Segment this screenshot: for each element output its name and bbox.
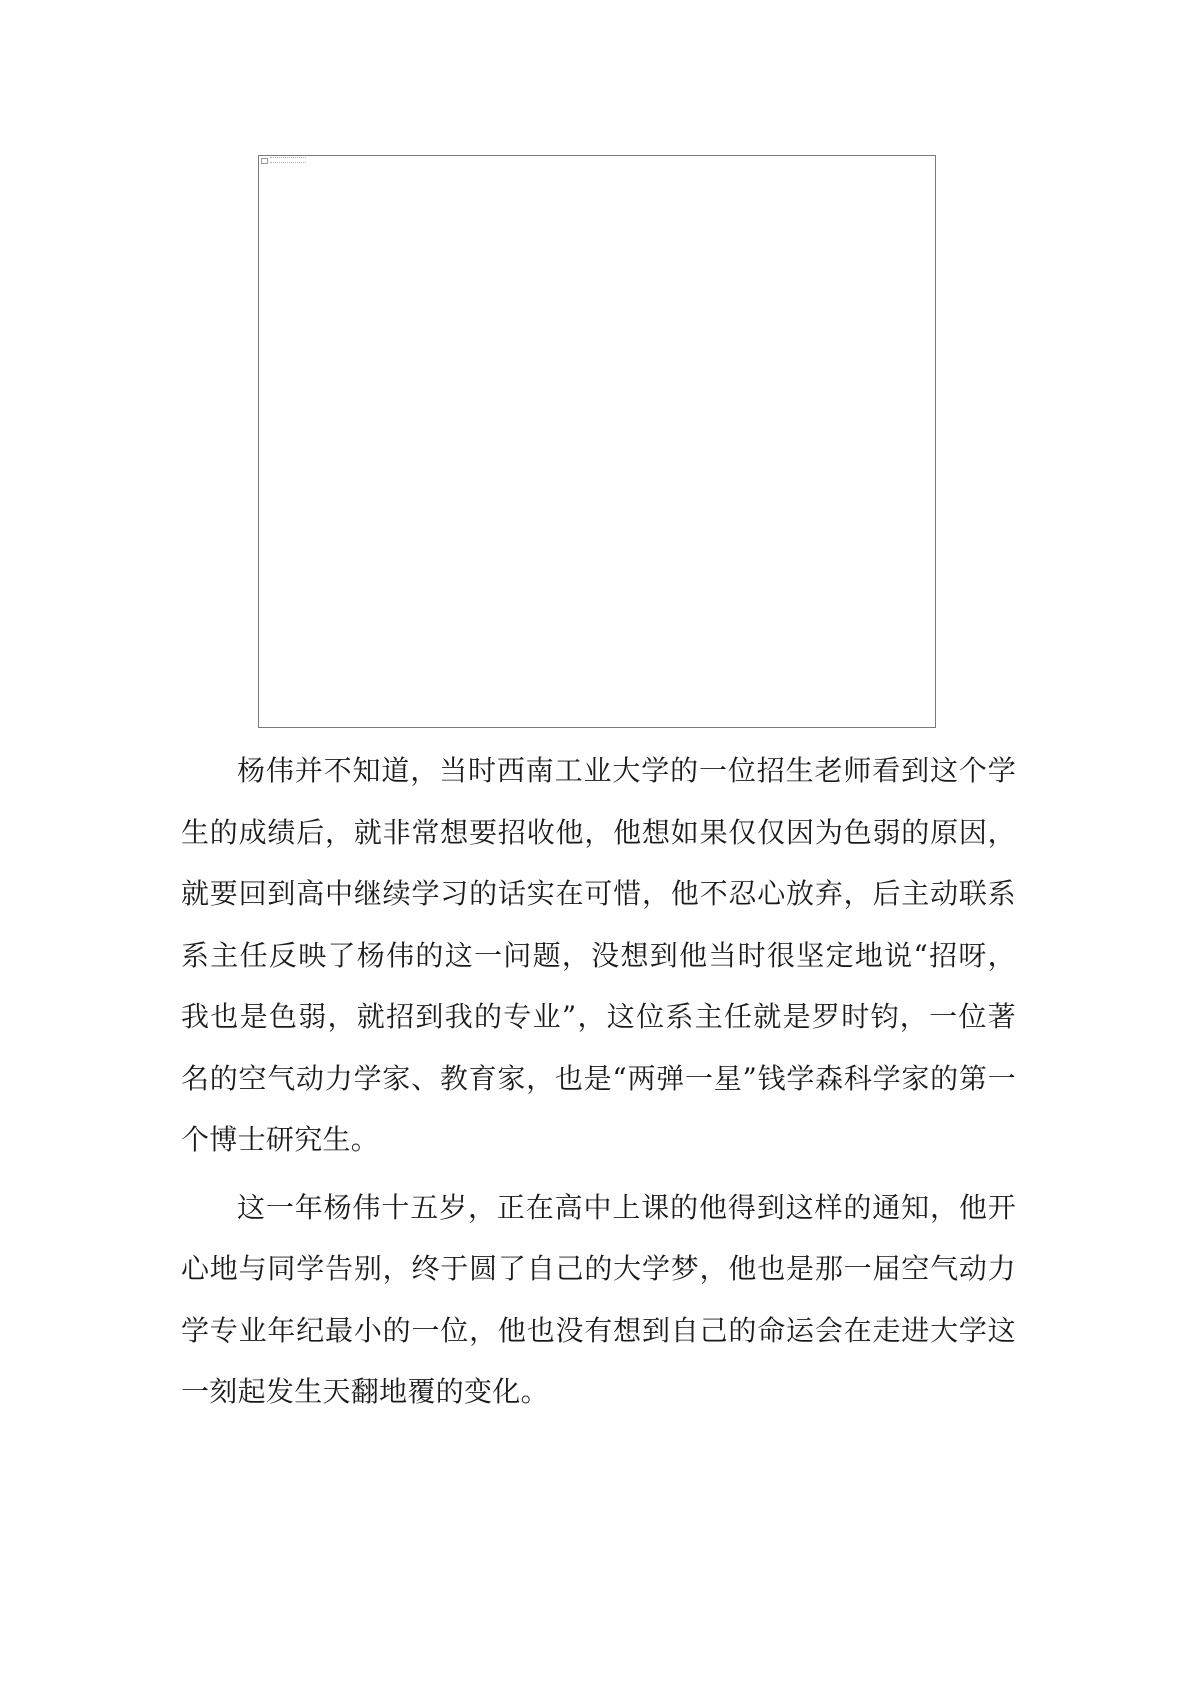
embedded-image-placeholder bbox=[258, 155, 936, 728]
paragraph-2: 这一年杨伟十五岁，正在高中上课的他得到这样的通知，他开心地与同学告别，终于圆了自己的大学梦，他也是那一届空气动力学专业年纪最小的一位，他也没有想到自己的命运会在走进大学这一刻起发生天翻地覆的变化。 bbox=[181, 1190, 1016, 1408]
paragraph-1: 杨伟并不知道，当时西南工业大学的一位招生老师看到这个学生的成绩后，就非常想要招收他，他想如果仅仅因为色弱的原因，就要回到高中继续学习的话实在可惜，他不忍心放弃，后主动联系系主任反映了杨伟的这一问题，没想到他当时很坚定地说“招呀，我也是色弱，就招到我的专业”，这位系主任就是罗时钧，一位著名的空气动力学家、教育家，也是“两弹一星”钱学森科学家的第一个博士研究生。 bbox=[181, 754, 1016, 1156]
image-caption-mark bbox=[270, 157, 306, 163]
broken-image-icon bbox=[261, 158, 268, 164]
document-body bbox=[181, 740, 1016, 1423]
